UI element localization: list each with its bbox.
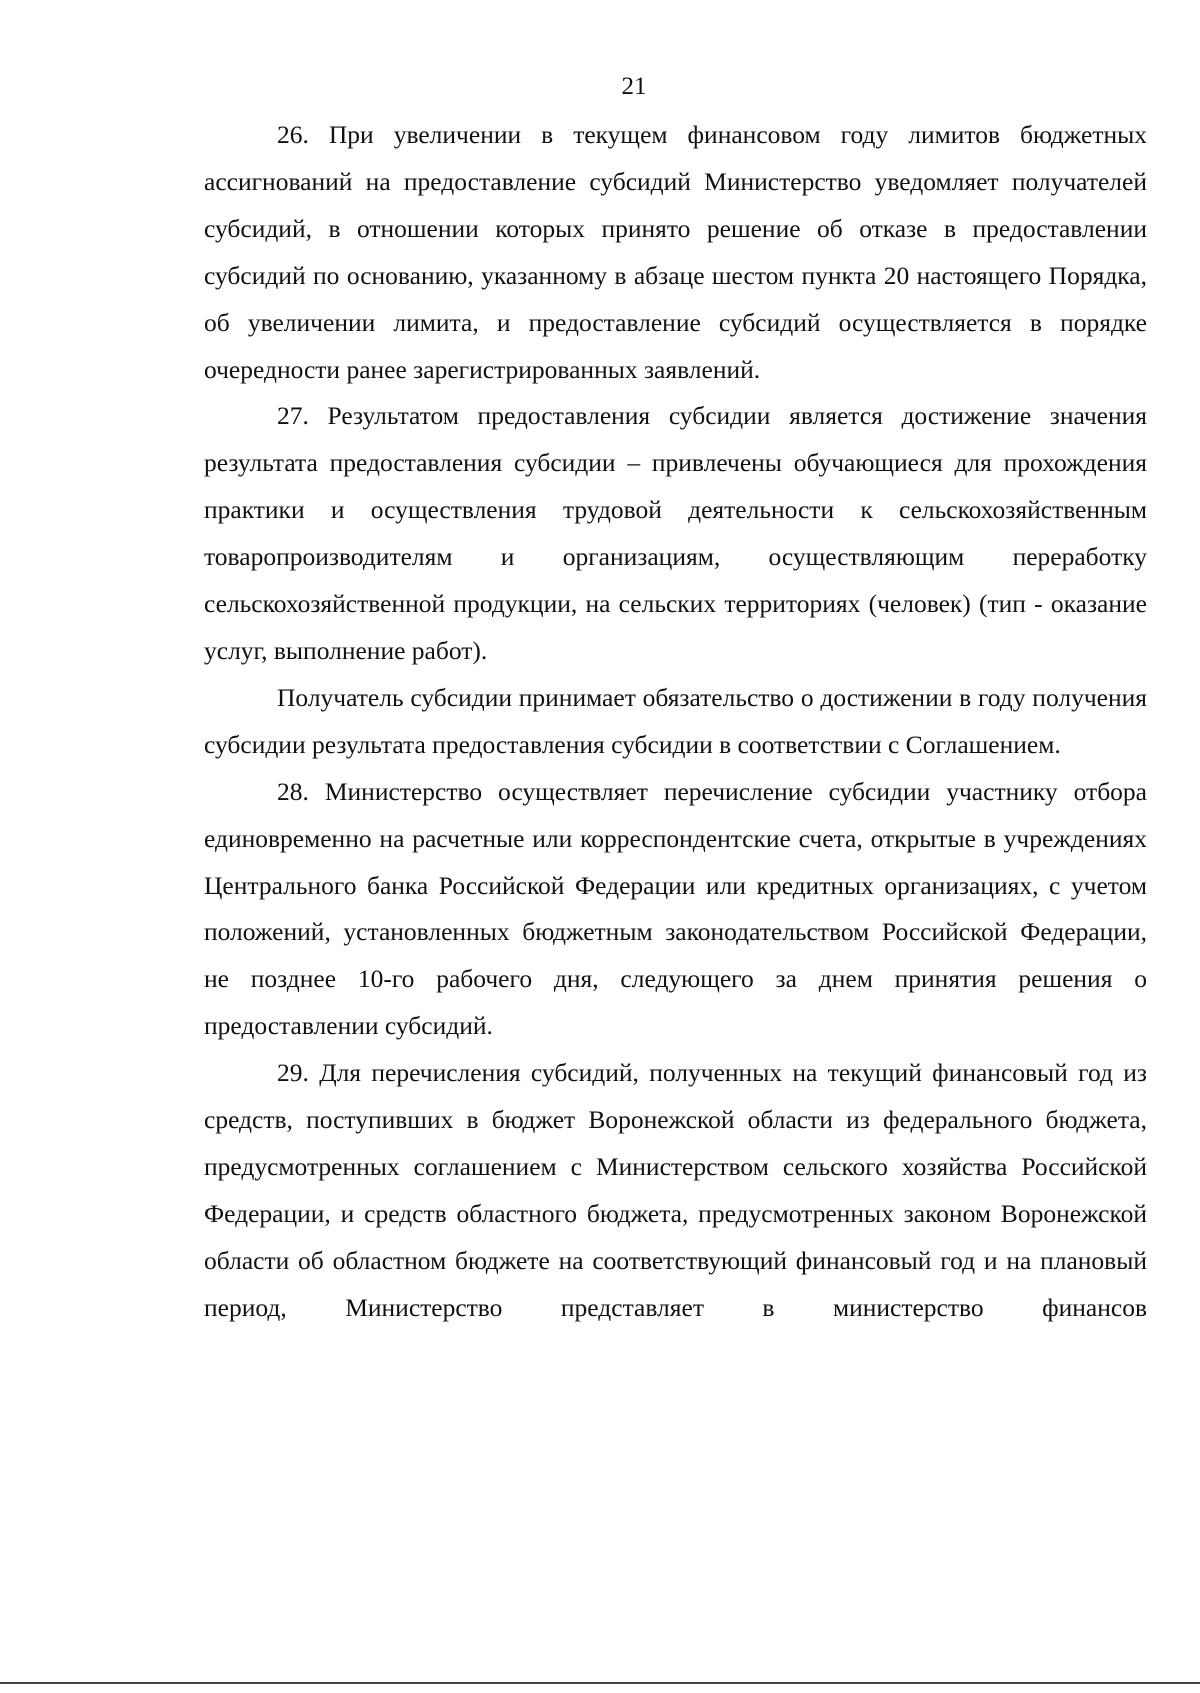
page-number: 21 [621,73,647,100]
paragraph-27: 27. Результатом предоставления субсидии является достижение значения результата предоставления субсидии – привлечены обучающиеся для прохождения практики и осуществления трудовой деятельности к сельскохозяйственным товаропроизводителям и организациям, осуществляющим переработку сельскохозяйственной продукции, на сельских территориях (человек) (тип - оказание услуг, выполнение работ). [204,401,1147,665]
paragraph-26: 26. При увеличении в текущем финансовом году лимитов бюджетных ассигнований на предоставление субсидий Министерство уведомляет получателей субсидий, в отношении которых принято решение об отказе в предоставлении субсидий по основанию, указанному в абзаце шестом пункта 20 настоящего Порядка, об увеличении лимита, и предоставление субсидий осуществляется в порядке очередности ранее зарегистрированных заявлений. [204,120,1147,384]
paragraph-29: 29. Для перечисления субсидий, полученных на текущий финансовый год из средств, поступивших в бюджет Воронежской области из федерального бюджета, предусмотренных соглашением с Министерством сельского хозяйства Российской Федерации, и средств областного бюджета, предусмотренных законом Воронежской области об областном бюджете на соответствующий финансовый год и на плановый период, Министерство представляет в министерство финансов [204,1058,1147,1322]
page-bottom-rule [0,1682,1200,1684]
paragraph-28: 28. Министерство осуществляет перечисление субсидии участнику отбора единовременно на расчетные или корреспондентские счета, открытые в учреждениях Центрального банка Российской Федерации или кредитных организациях, с учетом положений, установленных бюджетным законодательством Российской Федерации, не позднее 10-го рабочего дня, следующего за днем принятия решения о предоставлении субсидий. [204,776,1147,1041]
document-body [204,112,1147,1332]
paragraph-obligation: Получатель субсидии принимает обязательство о достижении в году получения субсидии результата предоставления субсидии в соответствии с Соглашением. [204,682,1147,759]
